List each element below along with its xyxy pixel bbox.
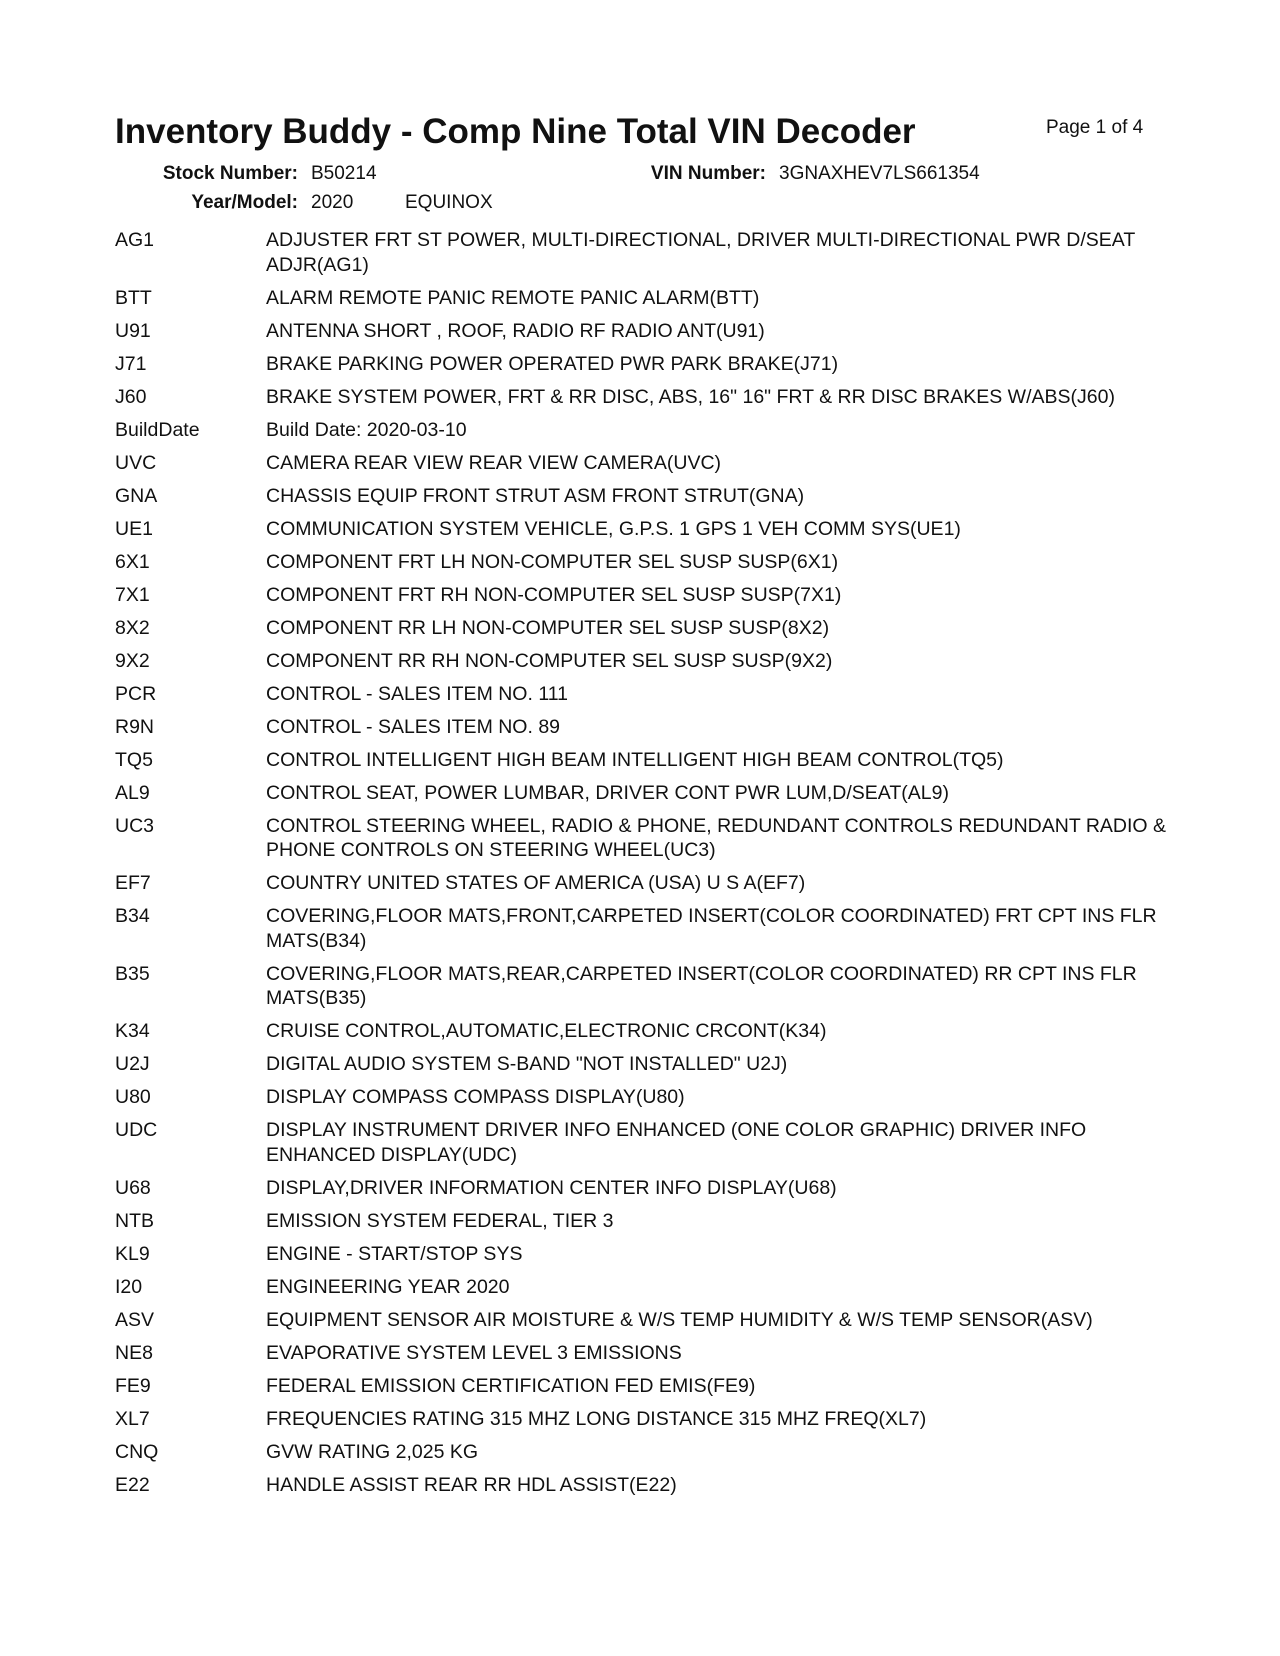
- option-code: J71: [115, 352, 147, 375]
- option-description: GVW RATING 2,025 KG: [266, 1440, 479, 1463]
- option-row: [115, 1308, 1175, 1333]
- option-row: [115, 1209, 1175, 1234]
- option-description: CONTROL - SALES ITEM NO. 111: [266, 682, 568, 705]
- option-row: [115, 748, 1175, 773]
- option-description: COMPONENT RR LH NON-COMPUTER SEL SUSP SUSP(8X2): [266, 616, 830, 639]
- option-row: [115, 385, 1175, 410]
- option-description: CONTROL STEERING WHEEL, RADIO & PHONE, REDUNDANT CONTROLS REDUNDANT RADIO & PHONE CONTROLS ON STEERING WHEEL(UC3): [266, 814, 1166, 861]
- option-code: U91: [115, 319, 151, 342]
- option-code: NTB: [115, 1209, 154, 1232]
- option-code: 8X2: [115, 616, 150, 639]
- option-row: [115, 1242, 1175, 1267]
- option-code: GNA: [115, 484, 158, 507]
- option-code: BuildDate: [115, 418, 200, 441]
- option-row: [115, 1052, 1175, 1077]
- option-description: HANDLE ASSIST REAR RR HDL ASSIST(E22): [266, 1473, 677, 1496]
- option-description: ANTENNA SHORT , ROOF, RADIO RF RADIO ANT(U91): [266, 319, 765, 342]
- option-code: 6X1: [115, 550, 150, 573]
- option-code: E22: [115, 1473, 150, 1496]
- option-description: COVERING,FLOOR MATS,REAR,CARPETED INSERT(COLOR COORDINATED) RR CPT INS FLR MATS(B35): [266, 962, 1137, 1009]
- option-code: XL7: [115, 1407, 150, 1430]
- stock-number-value: B50214: [311, 163, 377, 184]
- option-row: [115, 228, 1175, 277]
- option-description: CHASSIS EQUIP FRONT STRUT ASM FRONT STRUT(GNA): [266, 484, 805, 507]
- option-description: CRUISE CONTROL,AUTOMATIC,ELECTRONIC CRCONT(K34): [266, 1020, 827, 1042]
- option-code: TQ5: [115, 748, 153, 771]
- option-row: [115, 352, 1175, 377]
- option-row: [115, 715, 1175, 740]
- option-description: DISPLAY COMPASS COMPASS DISPLAY(U80): [266, 1086, 685, 1108]
- year-value: 2020: [311, 192, 354, 213]
- option-code: R9N: [115, 715, 155, 738]
- option-description: BRAKE SYSTEM POWER, FRT & RR DISC, ABS, 16" 16" FRT & RR DISC BRAKES W/ABS(J60): [266, 385, 1115, 408]
- option-code: EF7: [115, 872, 151, 894]
- option-code: PCR: [115, 682, 157, 705]
- option-code: ASV: [115, 1308, 155, 1331]
- option-description: COVERING,FLOOR MATS,FRONT,CARPETED INSERT(COLOR COORDINATED) FRT CPT INS FLR MATS(B34): [266, 905, 1157, 952]
- option-code: 7X1: [115, 583, 150, 606]
- option-row: [115, 1176, 1175, 1201]
- option-code: I20: [115, 1275, 143, 1298]
- option-description: CAMERA REAR VIEW REAR VIEW CAMERA(UVC): [266, 451, 722, 474]
- option-row: [115, 1085, 1175, 1110]
- option-code: AG1: [115, 229, 155, 251]
- option-row: [115, 1118, 1175, 1167]
- option-row: [115, 550, 1175, 575]
- year-model-label: Year/Model:: [191, 192, 298, 213]
- option-description: DISPLAY INSTRUMENT DRIVER INFO ENHANCED (ONE COLOR GRAPHIC) DRIVER INFO ENHANCED DISPLAY(UDC): [266, 1119, 1087, 1166]
- option-description: CONTROL - SALES ITEM NO. 89: [266, 715, 561, 738]
- option-code: KL9: [115, 1242, 150, 1265]
- option-row: [115, 418, 1175, 443]
- option-row: [115, 484, 1175, 509]
- option-row: [115, 871, 1175, 896]
- option-row: [115, 814, 1175, 863]
- option-description: EMISSION SYSTEM FEDERAL, TIER 3: [266, 1209, 614, 1232]
- option-code: UVC: [115, 451, 157, 474]
- option-code: NE8: [115, 1341, 153, 1364]
- option-description: ENGINE - START/STOP SYS: [266, 1242, 523, 1265]
- option-row: [115, 1341, 1175, 1366]
- option-row: [115, 904, 1175, 953]
- option-code: U80: [115, 1086, 151, 1108]
- option-row: [115, 1019, 1175, 1044]
- option-code: B35: [115, 962, 150, 985]
- option-code: BTT: [115, 286, 152, 309]
- option-description: DIGITAL AUDIO SYSTEM S-BAND "NOT INSTALLED" U2J): [266, 1053, 788, 1075]
- option-code: 9X2: [115, 649, 150, 672]
- option-row: [115, 583, 1175, 608]
- option-description: EQUIPMENT SENSOR AIR MOISTURE & W/S TEMP HUMIDITY & W/S TEMP SENSOR(ASV): [266, 1308, 1093, 1331]
- page-title: Inventory Buddy - Comp Nine Total VIN Decoder: [115, 112, 916, 151]
- option-row: [115, 781, 1175, 806]
- option-code: U68: [115, 1176, 151, 1199]
- option-description: BRAKE PARKING POWER OPERATED PWR PARK BRAKE(J71): [266, 352, 839, 375]
- option-description: COUNTRY UNITED STATES OF AMERICA (USA) U S A(EF7): [266, 872, 806, 894]
- option-description: COMPONENT FRT LH NON-COMPUTER SEL SUSP SUSP(6X1): [266, 550, 839, 573]
- option-code: UC3: [115, 814, 155, 837]
- option-code: FE9: [115, 1374, 151, 1397]
- option-row: [115, 1275, 1175, 1300]
- option-code: CNQ: [115, 1440, 159, 1463]
- option-code: K34: [115, 1020, 150, 1042]
- option-description: FEDERAL EMISSION CERTIFICATION FED EMIS(FE9): [266, 1374, 756, 1397]
- option-code: AL9: [115, 781, 150, 804]
- option-description: ALARM REMOTE PANIC REMOTE PANIC ALARM(BTT): [266, 286, 760, 309]
- stock-number-label: Stock Number:: [162, 163, 298, 184]
- option-row: [115, 1374, 1175, 1399]
- option-description: FREQUENCIES RATING 315 MHZ LONG DISTANCE 315 MHZ FREQ(XL7): [266, 1407, 927, 1430]
- option-row: [115, 962, 1175, 1011]
- option-description: ENGINEERING YEAR 2020: [266, 1275, 510, 1298]
- vin-number-value: 3GNAXHEV7LS661354: [779, 163, 980, 184]
- option-row: [115, 1407, 1175, 1432]
- option-code: UDC: [115, 1119, 158, 1141]
- page-number: Page 1 of 4: [1046, 117, 1144, 138]
- option-description: CONTROL SEAT, POWER LUMBAR, DRIVER CONT PWR LUM,D/SEAT(AL9): [266, 781, 949, 804]
- option-description: CONTROL INTELLIGENT HIGH BEAM INTELLIGENT HIGH BEAM CONTROL(TQ5): [266, 748, 1004, 771]
- model-value: EQUINOX: [405, 192, 493, 213]
- option-row: [115, 1473, 1175, 1498]
- option-code: J60: [115, 385, 147, 408]
- option-row: [115, 517, 1175, 542]
- option-code: B34: [115, 905, 150, 927]
- option-description: COMPONENT RR RH NON-COMPUTER SEL SUSP SUSP(9X2): [266, 649, 833, 672]
- option-row: [115, 649, 1175, 674]
- option-row: [115, 319, 1175, 344]
- option-description: DISPLAY,DRIVER INFORMATION CENTER INFO DISPLAY(U68): [266, 1176, 837, 1199]
- option-code: U2J: [115, 1053, 150, 1075]
- option-description: Build Date: 2020-03-10: [266, 418, 467, 441]
- option-description: COMMUNICATION SYSTEM VEHICLE, G.P.S. 1 GPS 1 VEH COMM SYS(UE1): [266, 517, 961, 540]
- option-row: [115, 682, 1175, 707]
- option-description: COMPONENT FRT RH NON-COMPUTER SEL SUSP SUSP(7X1): [266, 583, 842, 606]
- option-row: [115, 1440, 1175, 1465]
- option-description: EVAPORATIVE SYSTEM LEVEL 3 EMISSIONS: [266, 1341, 682, 1364]
- option-code-list: [115, 228, 1175, 1506]
- vin-number-label: VIN Number:: [650, 163, 766, 184]
- option-row: [115, 616, 1175, 641]
- option-row: [115, 451, 1175, 476]
- option-description: ADJUSTER FRT ST POWER, MULTI-DIRECTIONAL, DRIVER MULTI-DIRECTIONAL PWR D/SEAT ADJR(AG1): [266, 229, 1135, 276]
- option-row: [115, 286, 1175, 311]
- option-code: UE1: [115, 517, 153, 540]
